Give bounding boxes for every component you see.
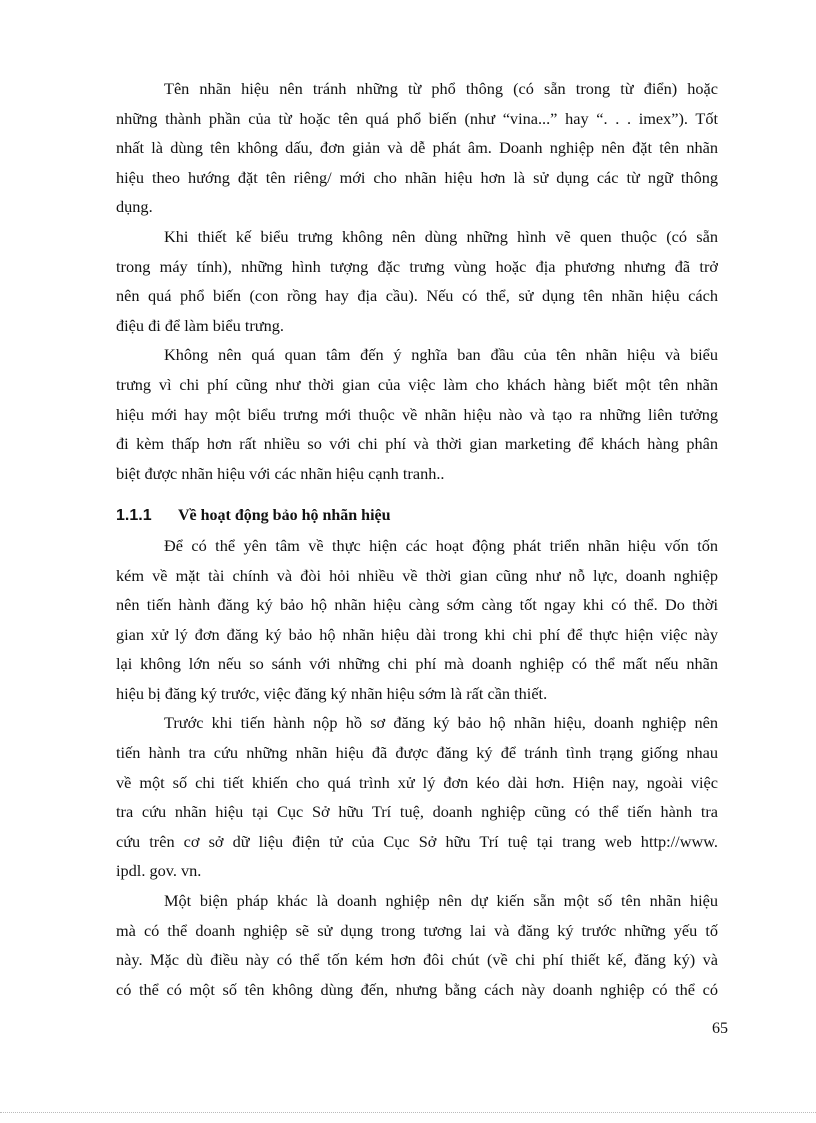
paragraph bbox=[116, 531, 718, 709]
text-line: trong máy tính), những hình tượng đặc trưng vùng hoặc địa phương nhưng đã trở bbox=[116, 256, 718, 276]
section-heading bbox=[116, 501, 718, 531]
text-line: nhất là dùng tên không dấu, đơn giản và dễ phát âm. Doanh nghiệp nên đặt tên nhãn bbox=[116, 138, 718, 158]
text-line: Để có thể yên tâm về thực hiện các hoạt động phát triển nhãn hiệu vốn tốn bbox=[164, 535, 718, 555]
text-line: nên tiến hành đăng ký bảo hộ nhãn hiệu càng sớm càng tốt ngay khi có thể. Do thời bbox=[116, 595, 718, 615]
text-line: điệu đi để làm biểu trưng. bbox=[116, 315, 284, 335]
text-line: dụng. bbox=[116, 197, 153, 217]
text-line: đi kèm thấp hơn rất nhiều so với chi phí và thời gian marketing để khách hàng phân bbox=[116, 434, 718, 454]
text-line: về một số chi tiết khiến cho quá trình xử lý đơn kéo dài hơn. Hiện nay, ngoài việc bbox=[116, 772, 718, 792]
text-line: hiệu bị đăng ký trước, việc đăng ký nhãn hiệu sớm là rất cần thiết. bbox=[116, 683, 548, 703]
text-line: ipdl. gov. vn. bbox=[116, 861, 202, 881]
text-line: Tên nhãn hiệu nên tránh những từ phổ thông (có sẵn trong từ điển) hoặc bbox=[164, 79, 718, 98]
text-line: hiệu theo hướng đặt tên riêng/ mới cho nhãn hiệu hơn là sử dụng các từ ngữ thông bbox=[116, 167, 718, 187]
text-line: nên quá phổ biến (con rồng hay địa cầu). Nếu có thể, sử dụng tên nhãn hiệu cách bbox=[116, 286, 718, 306]
text-line: Trước khi tiến hành nộp hồ sơ đăng ký bảo hộ nhãn hiệu, doanh nghiệp nên bbox=[164, 713, 718, 733]
text-line: tiến hành tra cứu những nhãn hiệu đã được đăng ký để tránh tình trạng giống nhau bbox=[116, 743, 718, 763]
text-line: có thể có một số tên không dùng đến, nhưng bằng cách này doanh nghiệp có thể có bbox=[116, 979, 718, 999]
paragraph bbox=[116, 222, 718, 340]
section-title: Về hoạt động bảo hộ nhãn hiệu bbox=[178, 507, 391, 525]
text-line: hiệu mới hay một biểu trưng mới thuộc về nhãn hiệu nào và tạo ra những liên tưởng bbox=[116, 404, 718, 424]
paragraph bbox=[116, 708, 718, 886]
text-line: cứu trên cơ sở dữ liệu điện tử của Cục Sở hữu Trí tuệ tại trang web http://www. bbox=[116, 831, 718, 851]
page-number: 65 bbox=[712, 1020, 728, 1037]
section-number: 1.1.1 bbox=[116, 507, 152, 525]
text-line: mà có thể doanh nghiệp sẽ sử dụng trong tương lai và đăng ký trước những yếu tố bbox=[116, 920, 718, 940]
page-bottom-divider bbox=[0, 1112, 816, 1113]
paragraphs-before-heading bbox=[116, 74, 718, 488]
text-line: kém về mặt tài chính và đòi hỏi nhiều về thời gian cũng như nỗ lực, doanh nghiệp bbox=[116, 565, 718, 585]
page-body bbox=[116, 74, 718, 1004]
text-line: Không nên quá quan tâm đến ý nghĩa ban đầu của tên nhãn hiệu và biểu bbox=[164, 345, 718, 365]
paragraph bbox=[116, 340, 718, 488]
text-line: những thành phần của từ hoặc tên quá phổ biến (như “vina...” hay “. . . imex”). Tốt bbox=[116, 108, 718, 128]
text-line: Một biện pháp khác là doanh nghiệp nên dự kiến sẵn một số tên nhãn hiệu bbox=[164, 891, 718, 911]
text-line: biệt được nhãn hiệu với các nhãn hiệu cạnh tranh.. bbox=[116, 463, 445, 483]
paragraph bbox=[116, 74, 718, 222]
paragraph bbox=[116, 886, 718, 1004]
paragraphs-after-heading bbox=[116, 531, 718, 1005]
text-line: này. Mặc dù điều này có thể tốn kém hơn đôi chút (về chi phí thiết kế, đăng ký) và bbox=[116, 950, 718, 970]
text-line: tra cứu nhãn hiệu tại Cục Sở hữu Trí tuệ, doanh nghiệp cũng có thể tiến hành tra bbox=[116, 802, 718, 822]
text-line: trưng vì chi phí cũng như thời gian của việc làm cho khách hàng biết một tên nhãn bbox=[116, 374, 718, 394]
text-line: Khi thiết kế biểu trưng không nên dùng những hình vẽ quen thuộc (có sẵn bbox=[164, 226, 718, 246]
text-line: lại không lớn nếu so sánh với những chi phí mà doanh nghiệp có thể mất nếu nhãn bbox=[116, 654, 718, 674]
text-line: gian xử lý đơn đăng ký bảo hộ nhãn hiệu dài trong khi chi phí để thực hiện việc này bbox=[116, 624, 718, 644]
